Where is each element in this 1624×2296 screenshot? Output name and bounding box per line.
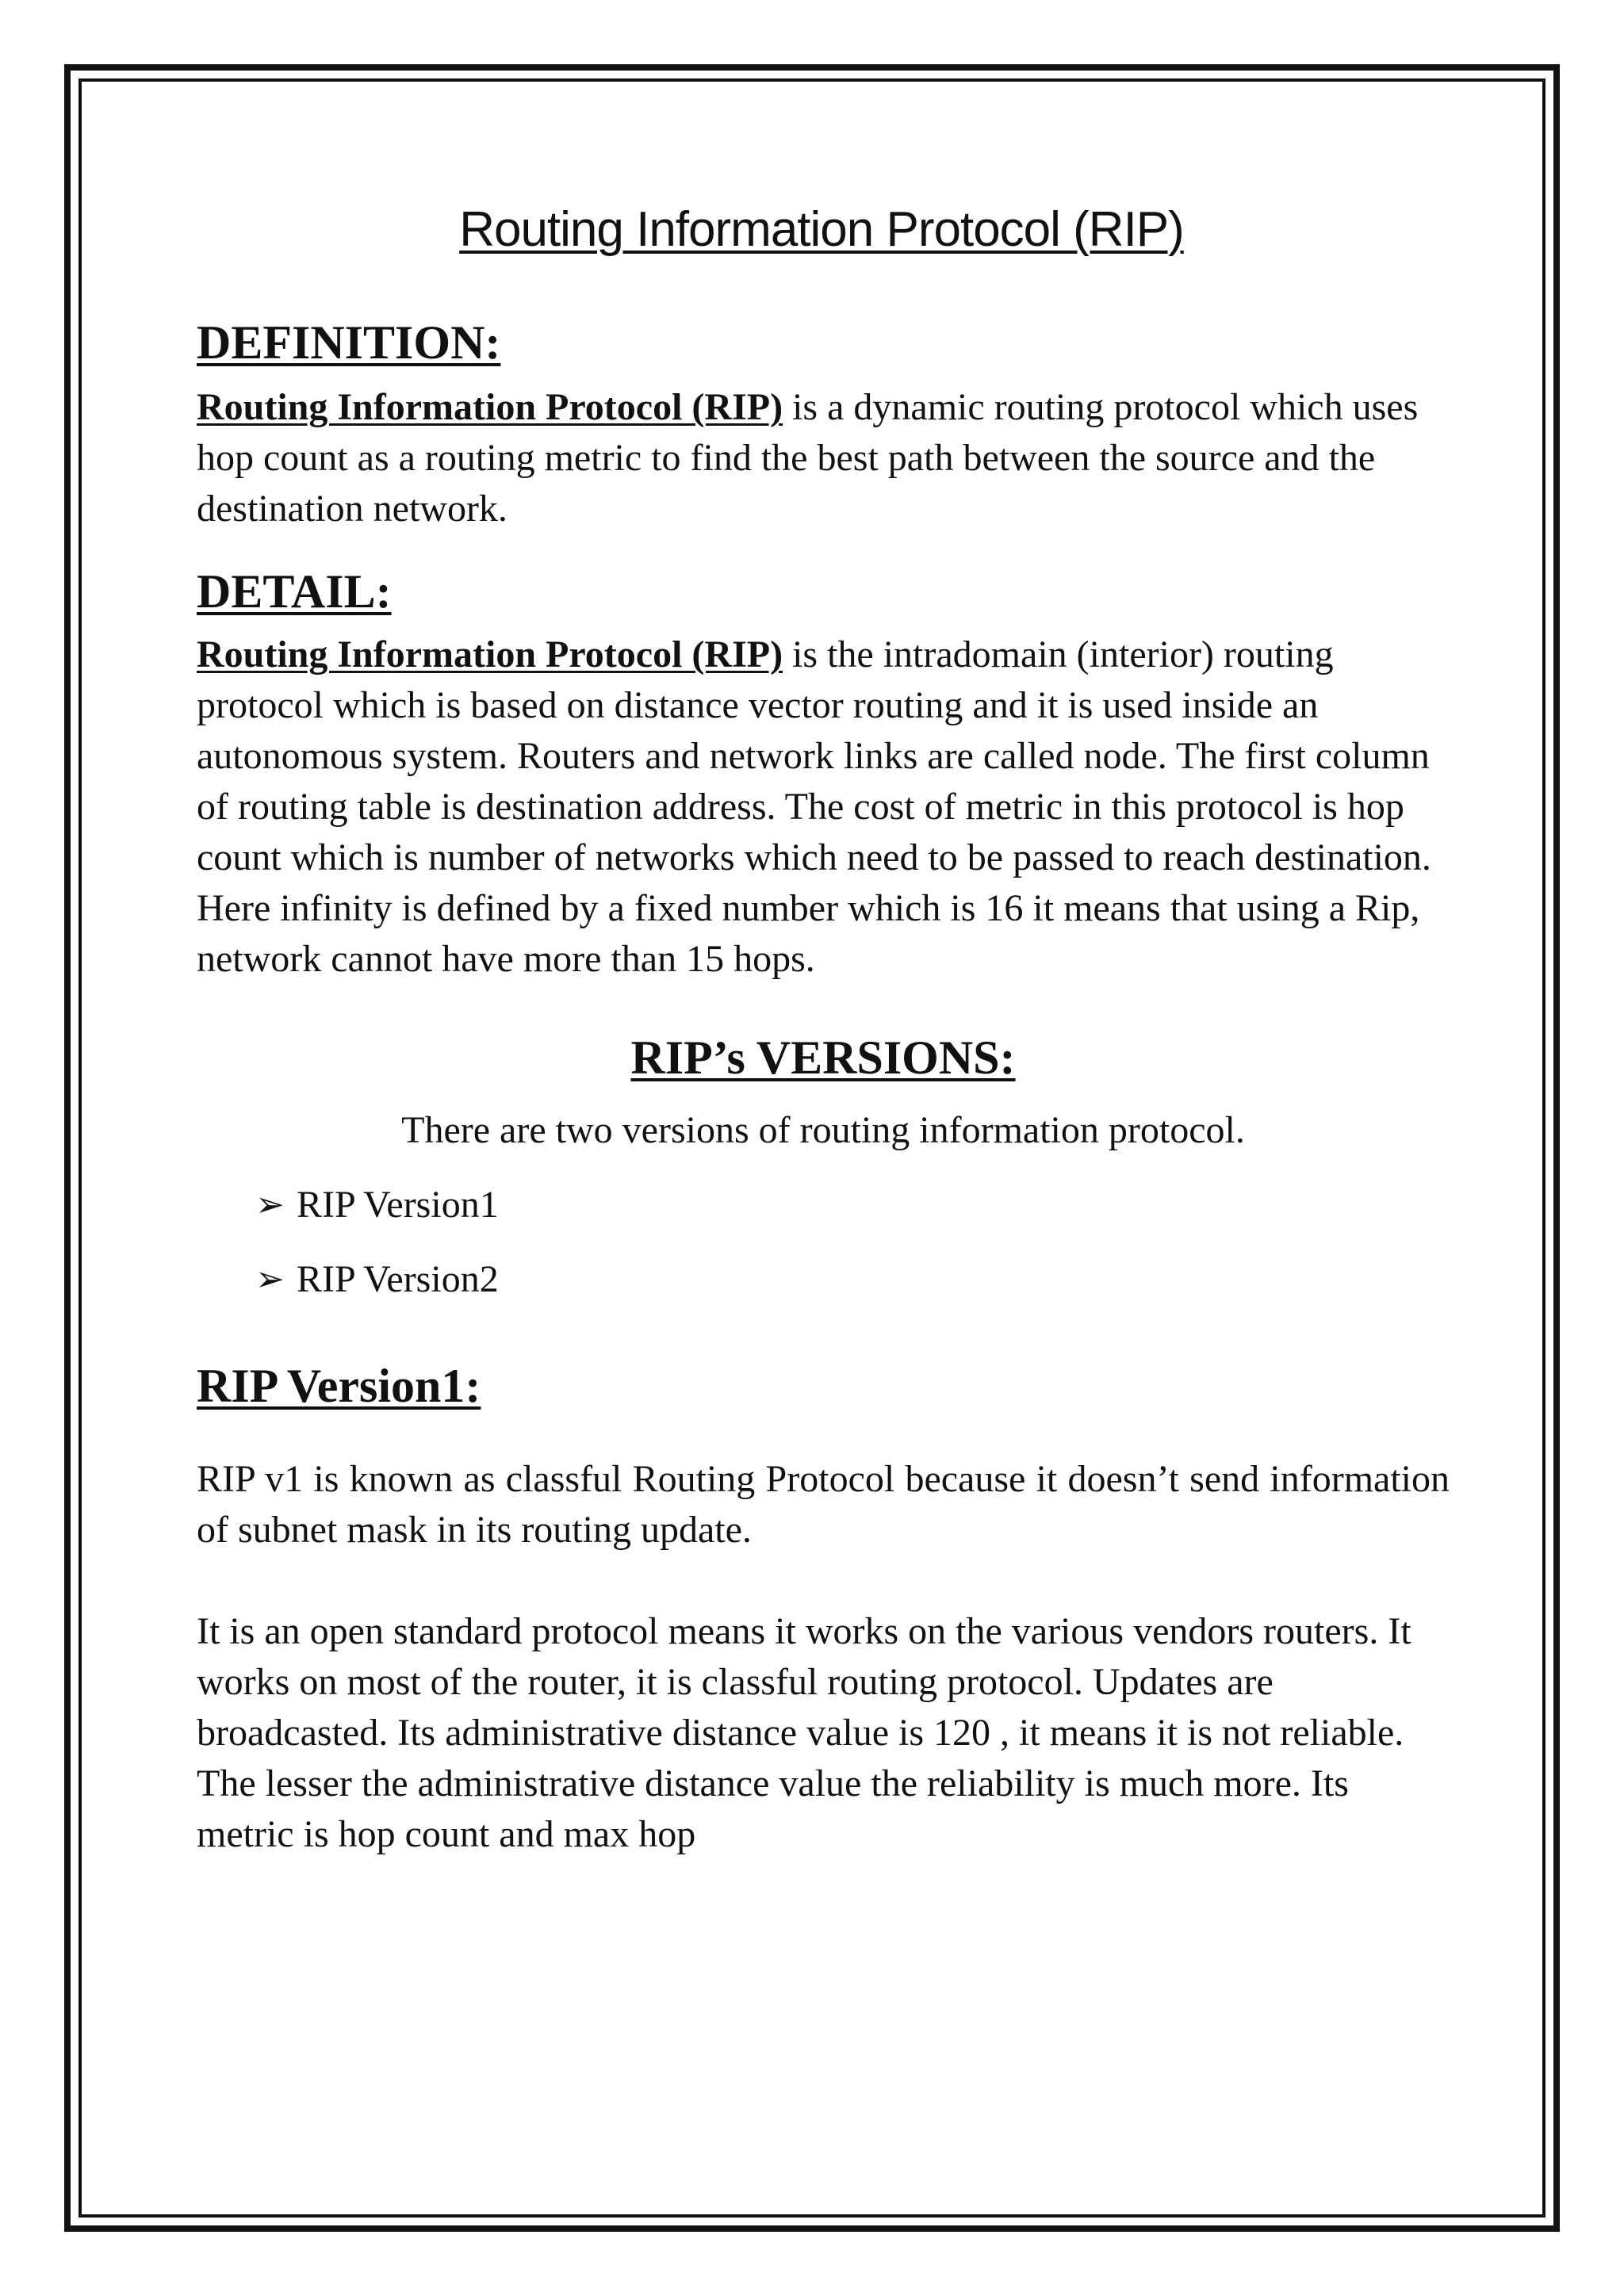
- version1-paragraph-1: RIP v1 is known as classful Routing Protocol because it doesn’t send information of subnet mask in its routing update.: [197, 1458, 1450, 1551]
- list-item: [255, 1180, 1450, 1230]
- versions-intro: There are two versions of routing information protocol.: [401, 1109, 1245, 1151]
- definition-lead: Routing Information Protocol (RIP): [197, 386, 783, 428]
- definition-heading: DEFINITION:: [197, 316, 501, 369]
- arrow-bullet-icon: ➢: [255, 1260, 285, 1299]
- definition-paragraph: [197, 382, 1450, 534]
- version-item-label: RIP Version1: [297, 1184, 499, 1226]
- version-item-label: RIP Version2: [297, 1258, 499, 1300]
- versions-heading: RIP’s VERSIONS:: [630, 1031, 1016, 1084]
- arrow-bullet-icon: ➢: [255, 1185, 285, 1224]
- definition-text: is a dynamic routing protocol which uses hop count as a routing metric to find the best path between the source and the destination network.: [197, 386, 1419, 530]
- versions-list: [197, 1180, 1450, 1305]
- document-body: [197, 198, 1450, 1860]
- document-title: Routing Information Protocol (RIP): [459, 202, 1184, 257]
- detail-lead: Routing Information Protocol (RIP): [197, 633, 783, 675]
- list-item: [255, 1254, 1450, 1305]
- version1-paragraph-2: It is an open standard protocol means it works on the various vendors routers. It works on most of the router, it is classful routing protocol. Updates are broadcasted. Its administrative distance value is 120 , it means it is not reliable. The lesser the administrative distance value the reliability is much more. Its metric is hop count and max hop: [197, 1610, 1411, 1855]
- detail-text: is the intradomain (interior) routing protocol which is based on distance vector routing and it is used inside an autonomous system. Routers and network links are called node. The first column of routing table is destination address. The cost of metric in this protocol is hop count which is number of networks which need to be passed to reach destination. Here infinity is defined by a fixed number which is 16 it means that using a Rip, network cannot have more than 15 hops.: [197, 633, 1431, 980]
- detail-paragraph: [197, 629, 1434, 985]
- detail-heading: DETAIL:: [197, 565, 392, 618]
- version1-heading: RIP Version1:: [197, 1360, 481, 1412]
